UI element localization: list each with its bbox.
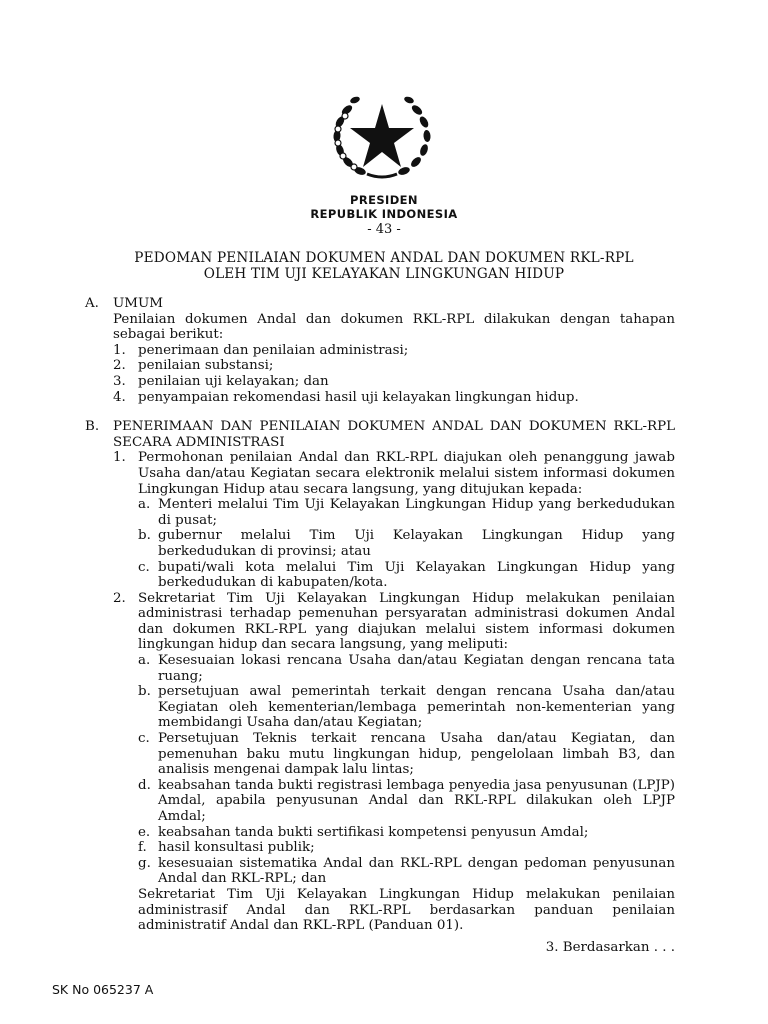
section-a-heading: UMUM (113, 296, 163, 311)
list-item (113, 390, 675, 406)
list-item (113, 358, 675, 374)
sub-list-item (138, 497, 675, 528)
list-item (113, 450, 675, 590)
garuda-star-emblem-icon (327, 90, 437, 182)
title-line-1: PEDOMAN PENILAIAN DOKUMEN ANDAL DAN DOKUMEN RKL-RPL (134, 250, 634, 266)
sub-list-item-letter: d. (138, 777, 151, 793)
sub-list-item (138, 653, 675, 684)
section-a-label: A. (85, 296, 99, 311)
header-president: PRESIDEN (350, 193, 418, 207)
list-item-number: 1. (113, 450, 126, 466)
list-item-number: 3. (113, 373, 126, 389)
sub-list-item-letter: a. (138, 653, 151, 669)
sub-list-item-text: keabsahan tanda bukti sertifikasi kompetensi penyusun Amdal; (158, 824, 589, 840)
sub-list-item-letter: b. (138, 684, 151, 700)
sub-list-item-letter: f. (138, 840, 147, 856)
sub-list-item-letter: b. (138, 528, 151, 544)
sub-list-item-letter: e. (138, 824, 151, 840)
section-b-heading: PENERIMAAN DAN PENILAIAN DOKUMEN ANDAL DAN DOKUMEN RKL-RPL SECARA ADMINISTRASI (113, 419, 675, 450)
sub-list-item-text: kesesuaian sistematika Andal dan RKL-RPL dengan pedoman penyusunan Andal dan RKL-RPL; dan (158, 855, 675, 887)
closing-paragraph: Sekretariat Tim Uji Kelayakan Lingkungan Hidup melakukan penilaian administrasif Andal dan RKL-RPL berdasarkan panduan penilaian administratif Andal dan RKL-RPL (Panduan 01). (138, 886, 675, 934)
page-number: - 43 - (367, 222, 401, 237)
footer-sk-number: SK No 065237 A (52, 982, 154, 997)
sub-list-item-text: Menteri melalui Tim Uji Kelayakan Lingkungan Hidup yang berkedudukan di pusat; (158, 497, 675, 528)
list-item-text: Permohonan penilaian Andal dan RKL-RPL diajukan oleh penanggung jawab Usaha dan/atau Kegiatan secara elektronik melalui sistem informasi dokumen Lingkungan Hidup atau secara langsung, yang ditujukan kepada: (138, 450, 675, 497)
sub-list-item-text: Kesesuaian lokasi rencana Usaha dan/atau Kegiatan dengan rencana tata ruang; (158, 653, 675, 684)
list-item-number: 1. (113, 342, 126, 358)
section-b-label: B. (85, 419, 100, 435)
list-item-number: 4. (113, 389, 126, 405)
sub-list-item (138, 825, 675, 841)
list-item-text: penilaian uji kelayakan; dan (138, 373, 329, 389)
list-item (113, 591, 675, 934)
sub-list-item-letter: c. (138, 731, 150, 747)
list-item-text: penyampaian rekomendasi hasil uji kelayakan lingkungan hidup. (138, 389, 579, 405)
sub-list-item (138, 778, 675, 825)
sub-list-item (138, 731, 675, 778)
sub-list-item (138, 528, 675, 559)
sub-list-item-text: gubernur melalui Tim Uji Kelayakan Lingkungan Hidup yang berkedudukan di provinsi; atau (158, 528, 675, 559)
sub-list-item-text: bupati/wali kota melalui Tim Uji Kelayakan Lingkungan Hidup yang berkedudukan di kabupaten/kota. (158, 559, 675, 591)
sub-list-item-text: keabsahan tanda bukti registrasi lembaga penyedia jasa penyusunan (LPJP) Amdal, apabila penyusunan Andal dan RKL-RPL dilakukan oleh LPJP Amdal; (158, 777, 675, 824)
sub-list-item-text: hasil konsultasi publik; (158, 840, 315, 856)
list-item-number: 2. (113, 358, 126, 374)
section-b (85, 419, 675, 934)
sub-list-item (138, 684, 675, 731)
title-line-2: OLEH TIM UJI KELAYAKAN LINGKUNGAN HIDUP (203, 266, 565, 282)
list-item-text: penilaian substansi; (138, 358, 274, 374)
sub-list-item (138, 840, 675, 856)
sub-list-item (138, 560, 675, 591)
list-item-text: penerimaan dan penilaian administrasi; (138, 342, 409, 358)
sub-list-item-letter: g. (138, 855, 151, 871)
list-item (113, 374, 675, 390)
continuation-note: 3. Berdasarkan . . . (545, 939, 675, 955)
document-body (85, 296, 675, 955)
section-a (85, 296, 675, 405)
sub-list-item-letter: c. (138, 559, 150, 575)
list-item-number: 2. (113, 590, 126, 606)
sub-list-item (138, 856, 675, 887)
sub-list-item-text: Persetujuan Teknis terkait rencana Usaha dan/atau Kegiatan, dan pemenuhan baku mutu lingkungan hidup, pengelolaan limbah B3, dan analisis mengenai dampak lalu lintas; (158, 731, 675, 778)
sub-list-item-letter: a. (138, 497, 151, 513)
section-a-intro: Penilaian dokumen Andal dan dokumen RKL-RPL dilakukan dengan tahapan sebagai berikut: (113, 311, 675, 343)
document-title (0, 250, 768, 282)
list-item (113, 343, 675, 359)
header-republic: REPUBLIK INDONESIA (310, 207, 458, 221)
sub-list-item-text: persetujuan awal pemerintah terkait dengan rencana Usaha dan/atau Kegiatan oleh kementerian/lembaga pemerintah non-kementerian yang membidangi Usaha dan/atau Kegiatan; (158, 684, 675, 731)
list-item-text: Sekretariat Tim Uji Kelayakan Lingkungan Hidup melakukan penilaian administrasi terhadap pemenuhan persyaratan administrasi dokumen Andal dan dokumen RKL-RPL yang diajukan melalui sistem informasi dokumen lingkungan hidup dan secara langsung, yang meliputi: (138, 590, 675, 653)
